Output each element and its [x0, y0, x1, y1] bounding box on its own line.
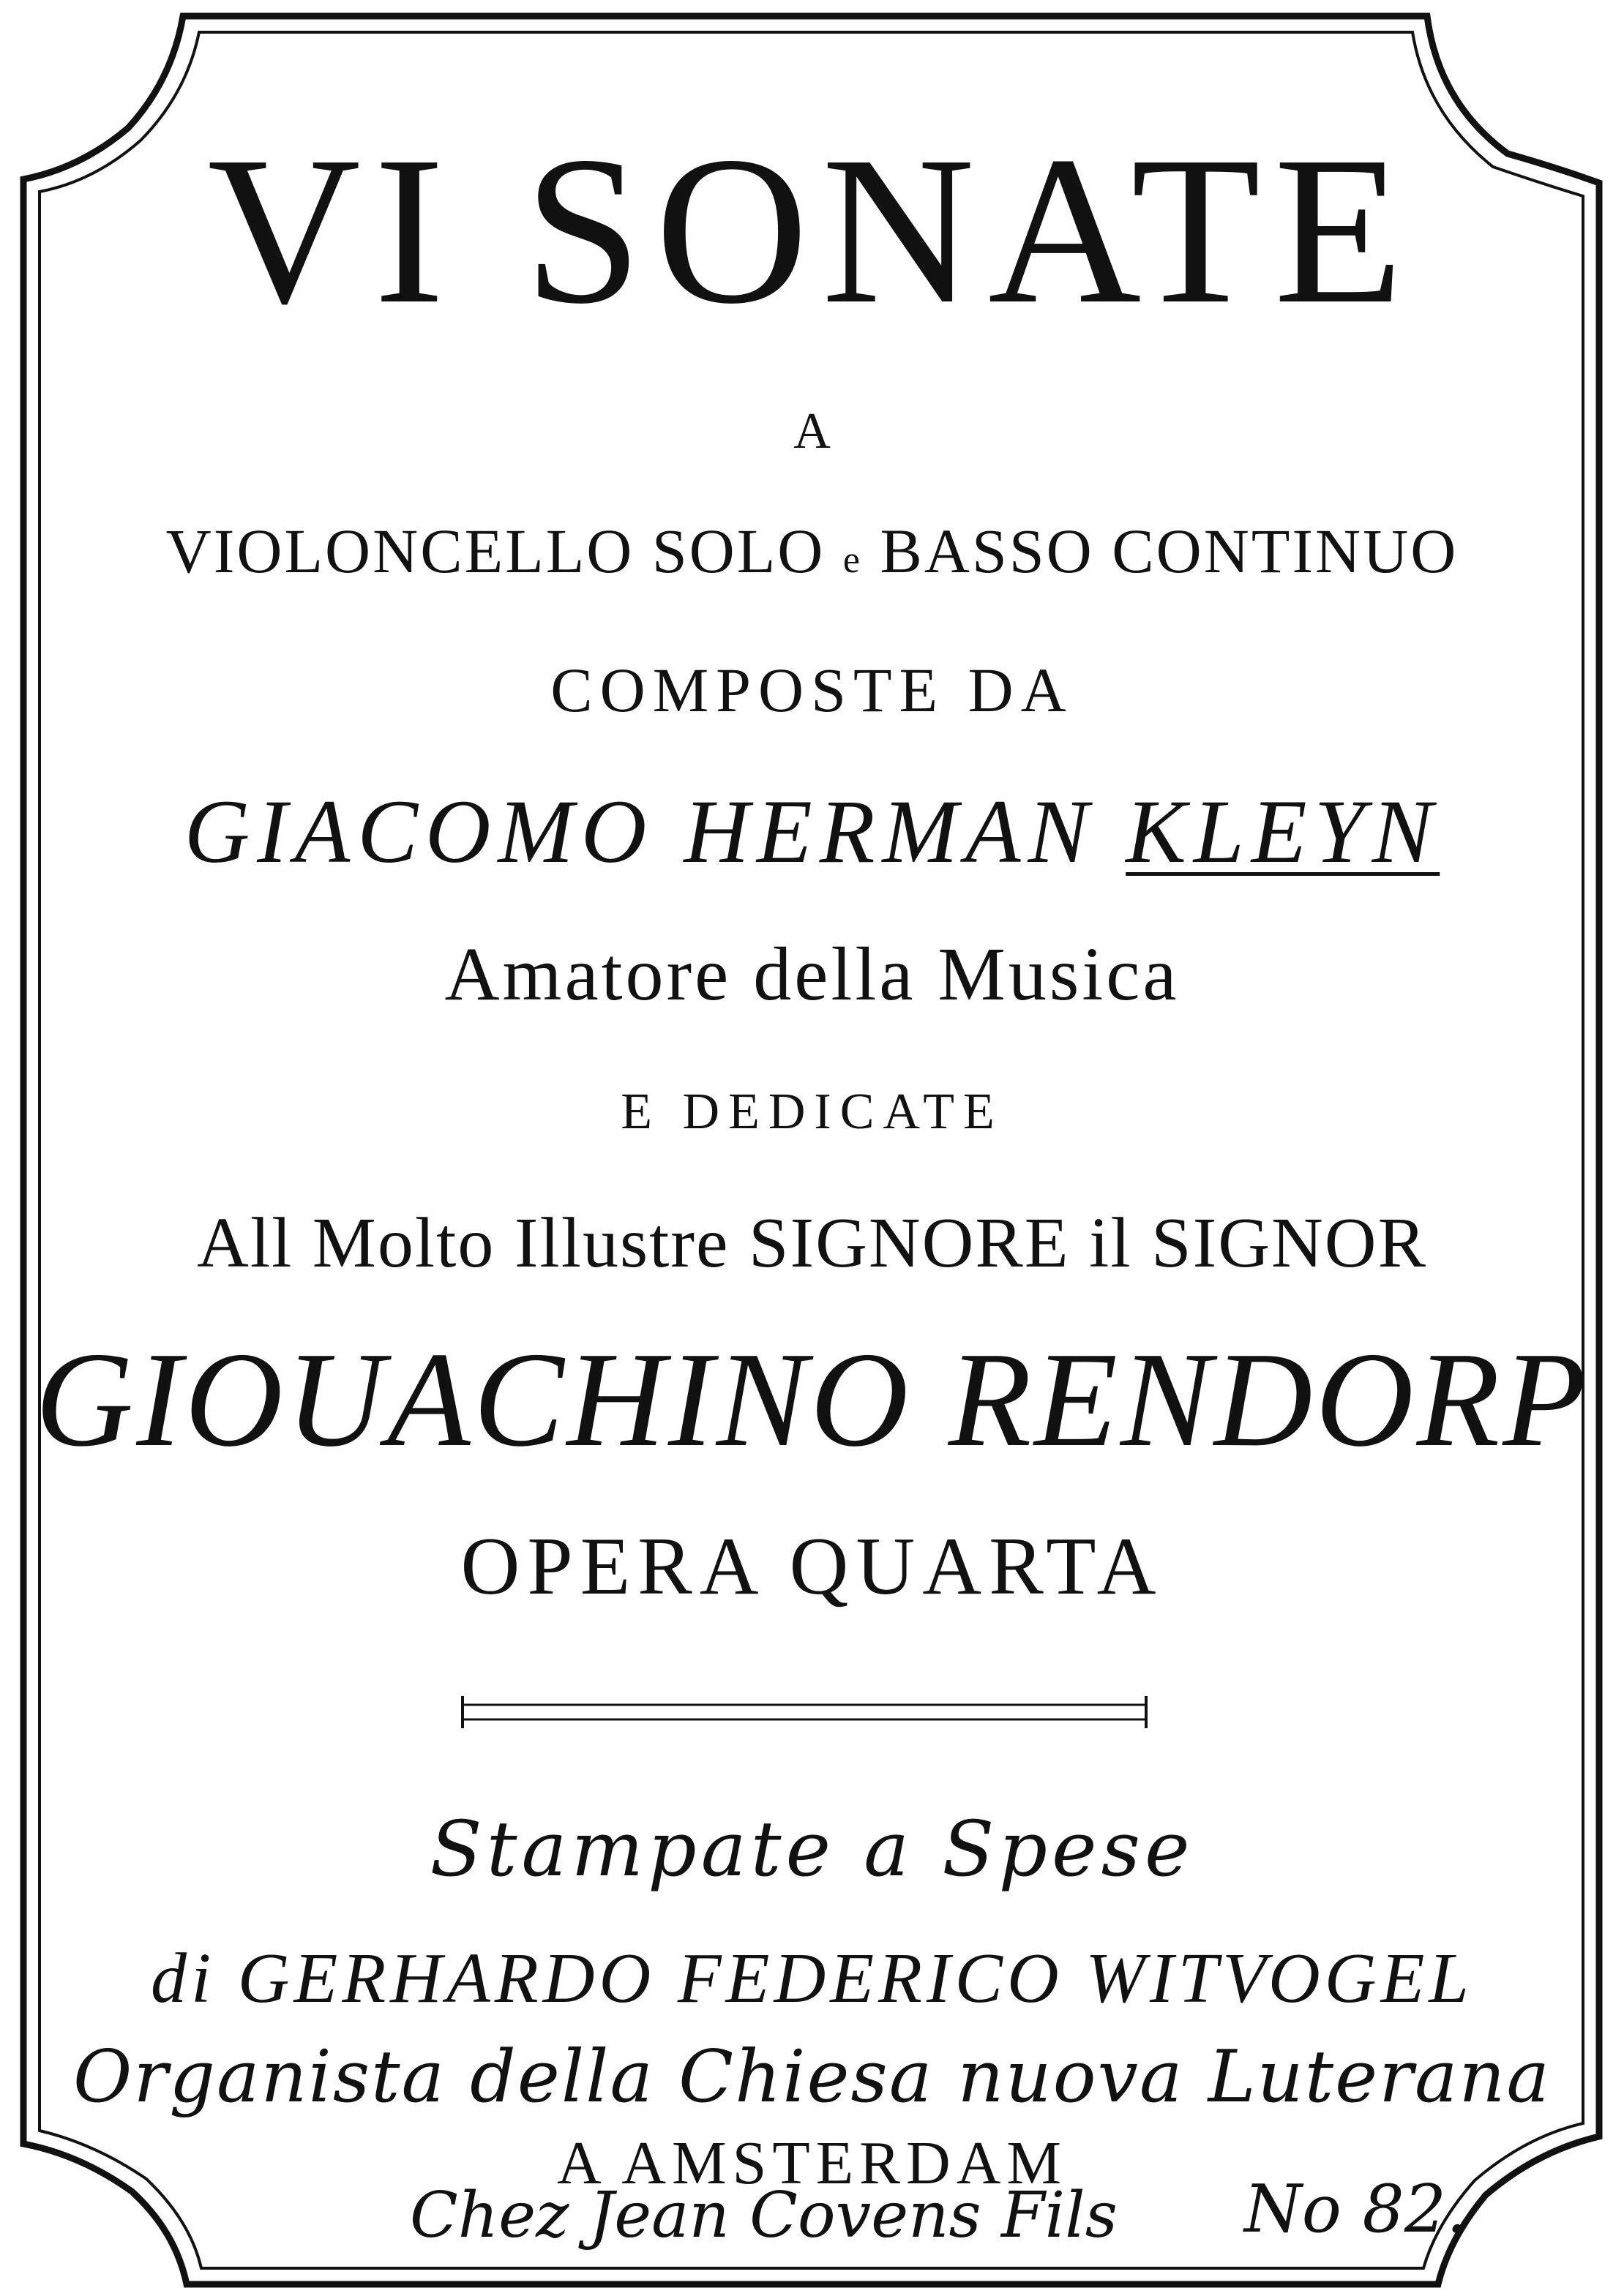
publisher-description: Organista della Chiesa nuova Luterana [73, 2036, 1551, 2119]
handwritten-imprint: Chez Jean Covens Fils [410, 2179, 1118, 2252]
composer-given-name: GIACOMO HERMAN [184, 781, 1096, 882]
instrument-solo: VIOLONCELLO SOLO [165, 516, 826, 586]
dedicatee-name: GIOUACHINO RENDORP [35, 1324, 1589, 1475]
composed-by-line: COMPOSTE DA [550, 655, 1074, 725]
preposition-a: A [793, 403, 831, 459]
publication-city: A AMSTERDAM [556, 2129, 1068, 2197]
composer-surname: KLEYN [1126, 781, 1440, 882]
instrument-conjunction: e [842, 539, 863, 581]
opus-number: OPERA QUARTA [460, 1521, 1164, 1612]
page-title: VI SONATE [207, 113, 1417, 348]
printed-at-expense: Stampate a Spese [430, 1804, 1194, 1894]
dedication-line: E DEDICATE [621, 1084, 1003, 1140]
instrumentation [0, 516, 1624, 586]
composer-name [0, 781, 1624, 882]
composer-description: Amatore della Musica [444, 932, 1180, 1016]
dedicatee-honorific: All Molto Illustre SIGNORE il SIGNOR [197, 1204, 1427, 1283]
publisher-name: di GERHARDO FEDERICO WITVOGEL [151, 1939, 1473, 2018]
instrument-continuo: BASSO CONTINUO [880, 516, 1459, 586]
plate-number: No 82. [1244, 2171, 1467, 2248]
